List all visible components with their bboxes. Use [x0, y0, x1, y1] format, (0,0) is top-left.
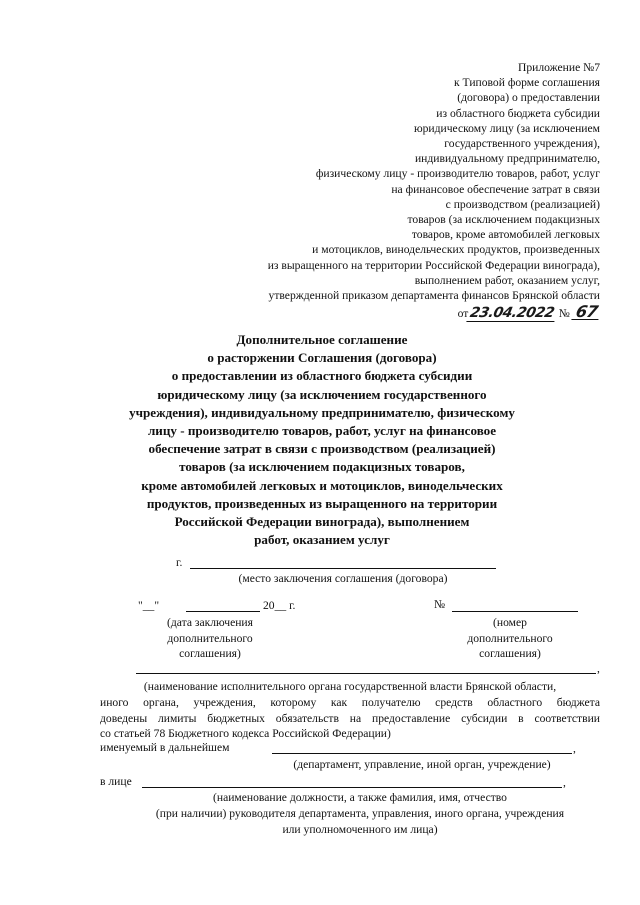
organization-caption-text: иного органа, учреждения, которому как получателю средств областного бюджета доведены лимиты бюджетных обязательств на предоставление субсидии в соответствии со статьей 78 Бюджетного кодекса Российской Федерации): [100, 696, 600, 740]
title-line: Российской Федерации винограда), выполнением: [174, 514, 470, 530]
city-prefix: г.: [176, 556, 183, 569]
named-field[interactable]: [272, 753, 572, 754]
named-label: именуемый в дальнейшем: [100, 741, 230, 754]
title-line: работ, оказанием услуг: [254, 532, 390, 548]
organization-field[interactable]: [136, 673, 596, 674]
order-number-handwritten: 67: [571, 304, 602, 320]
date-month-field[interactable]: [186, 611, 260, 612]
appendix-line: утвержденной приказом департамента финансов Брянской области: [268, 289, 600, 303]
appendix-line: из областного бюджета субсидии: [436, 106, 600, 120]
title-line: продуктов, произведенных из выращенного на территории: [146, 495, 498, 511]
appendix-line: и мотоциклов, винодельческих продуктов, произведенных: [312, 243, 600, 257]
title-line: Дополнительное соглашение: [236, 332, 408, 347]
date-caption: (дата заключения дополнительного соглашения): [167, 616, 253, 660]
title-line: обеспечение затрат в связи с производством (реализацией): [148, 441, 496, 457]
document-title: [100, 331, 544, 549]
named-comma: ,: [573, 742, 576, 755]
number-caption: (номер дополнительного соглашения): [467, 616, 553, 660]
appendix-line: к Типовой форме соглашения: [454, 76, 600, 90]
appendix-line: (договора) о предоставлении: [457, 91, 600, 105]
order-from-label: от: [457, 307, 469, 321]
named-caption: (департамент, управление, иной орган, учреждение): [293, 758, 551, 771]
city-caption: (место заключения соглашения (договора): [238, 572, 448, 585]
appendix-line: на финансовое обеспечение затрат в связи: [391, 182, 600, 196]
appendix-line: юридическому лицу (за исключением: [413, 121, 600, 135]
appendix-line: физическому лицу - производителю товаров, работ, услуг: [315, 167, 600, 181]
organization-caption-line: (наименование исполнительного органа государственной власти Брянской области,: [143, 680, 557, 693]
title-line: товаров (за исключением подакцизных товаров,: [179, 459, 465, 475]
person-comma: ,: [563, 776, 566, 789]
person-label: в лице: [100, 775, 132, 788]
order-date-handwritten: 23.04.2022: [467, 306, 558, 322]
appendix-line: товаров, кроме автомобилей легковых: [411, 228, 600, 242]
appendix-line: индивидуальному предпринимателю,: [414, 152, 600, 166]
appendix-line: Приложение №7: [518, 61, 600, 74]
city-field[interactable]: [190, 568, 496, 569]
title-line: о расторжении Соглашения (договора): [207, 350, 437, 366]
appendix-line: выполнением работ, оказанием услуг,: [414, 273, 600, 287]
order-reference: [180, 304, 600, 322]
agreement-number-label: №: [434, 598, 446, 611]
appendix-line: с производством (реализацией): [445, 197, 600, 211]
person-field[interactable]: [142, 787, 562, 788]
title-line: кроме автомобилей легковых и мотоциклов, винодельческих: [141, 477, 503, 493]
appendix-header: [180, 60, 600, 322]
date-day-quotes: "__": [138, 599, 160, 612]
appendix-line: товаров (за исключением подакцизных: [407, 213, 600, 227]
title-line: лицу - производителю товаров, работ, услуг на финансовое: [147, 423, 497, 439]
appendix-line: государственного учреждения),: [444, 137, 600, 151]
date-year-label: 20__ г.: [263, 599, 296, 612]
organization-comma: ,: [597, 662, 600, 675]
agreement-number-field[interactable]: [452, 611, 578, 612]
appendix-line: из выращенного на территории Российской Федерации винограда),: [267, 258, 600, 272]
person-caption: (наименование должности, а также фамилия, имя, отчество (при наличии) руководителя департамента, управления, иного органа, учреждения или уполномоченного им лица): [155, 791, 565, 836]
title-line: учреждения), индивидуальному предпринимателю, физическому: [129, 404, 515, 420]
order-number-label: №: [558, 307, 570, 321]
title-line: о предоставлении из областного бюджета субсидии: [171, 368, 473, 384]
title-line: юридическому лицу (за исключением государственного: [157, 386, 487, 402]
